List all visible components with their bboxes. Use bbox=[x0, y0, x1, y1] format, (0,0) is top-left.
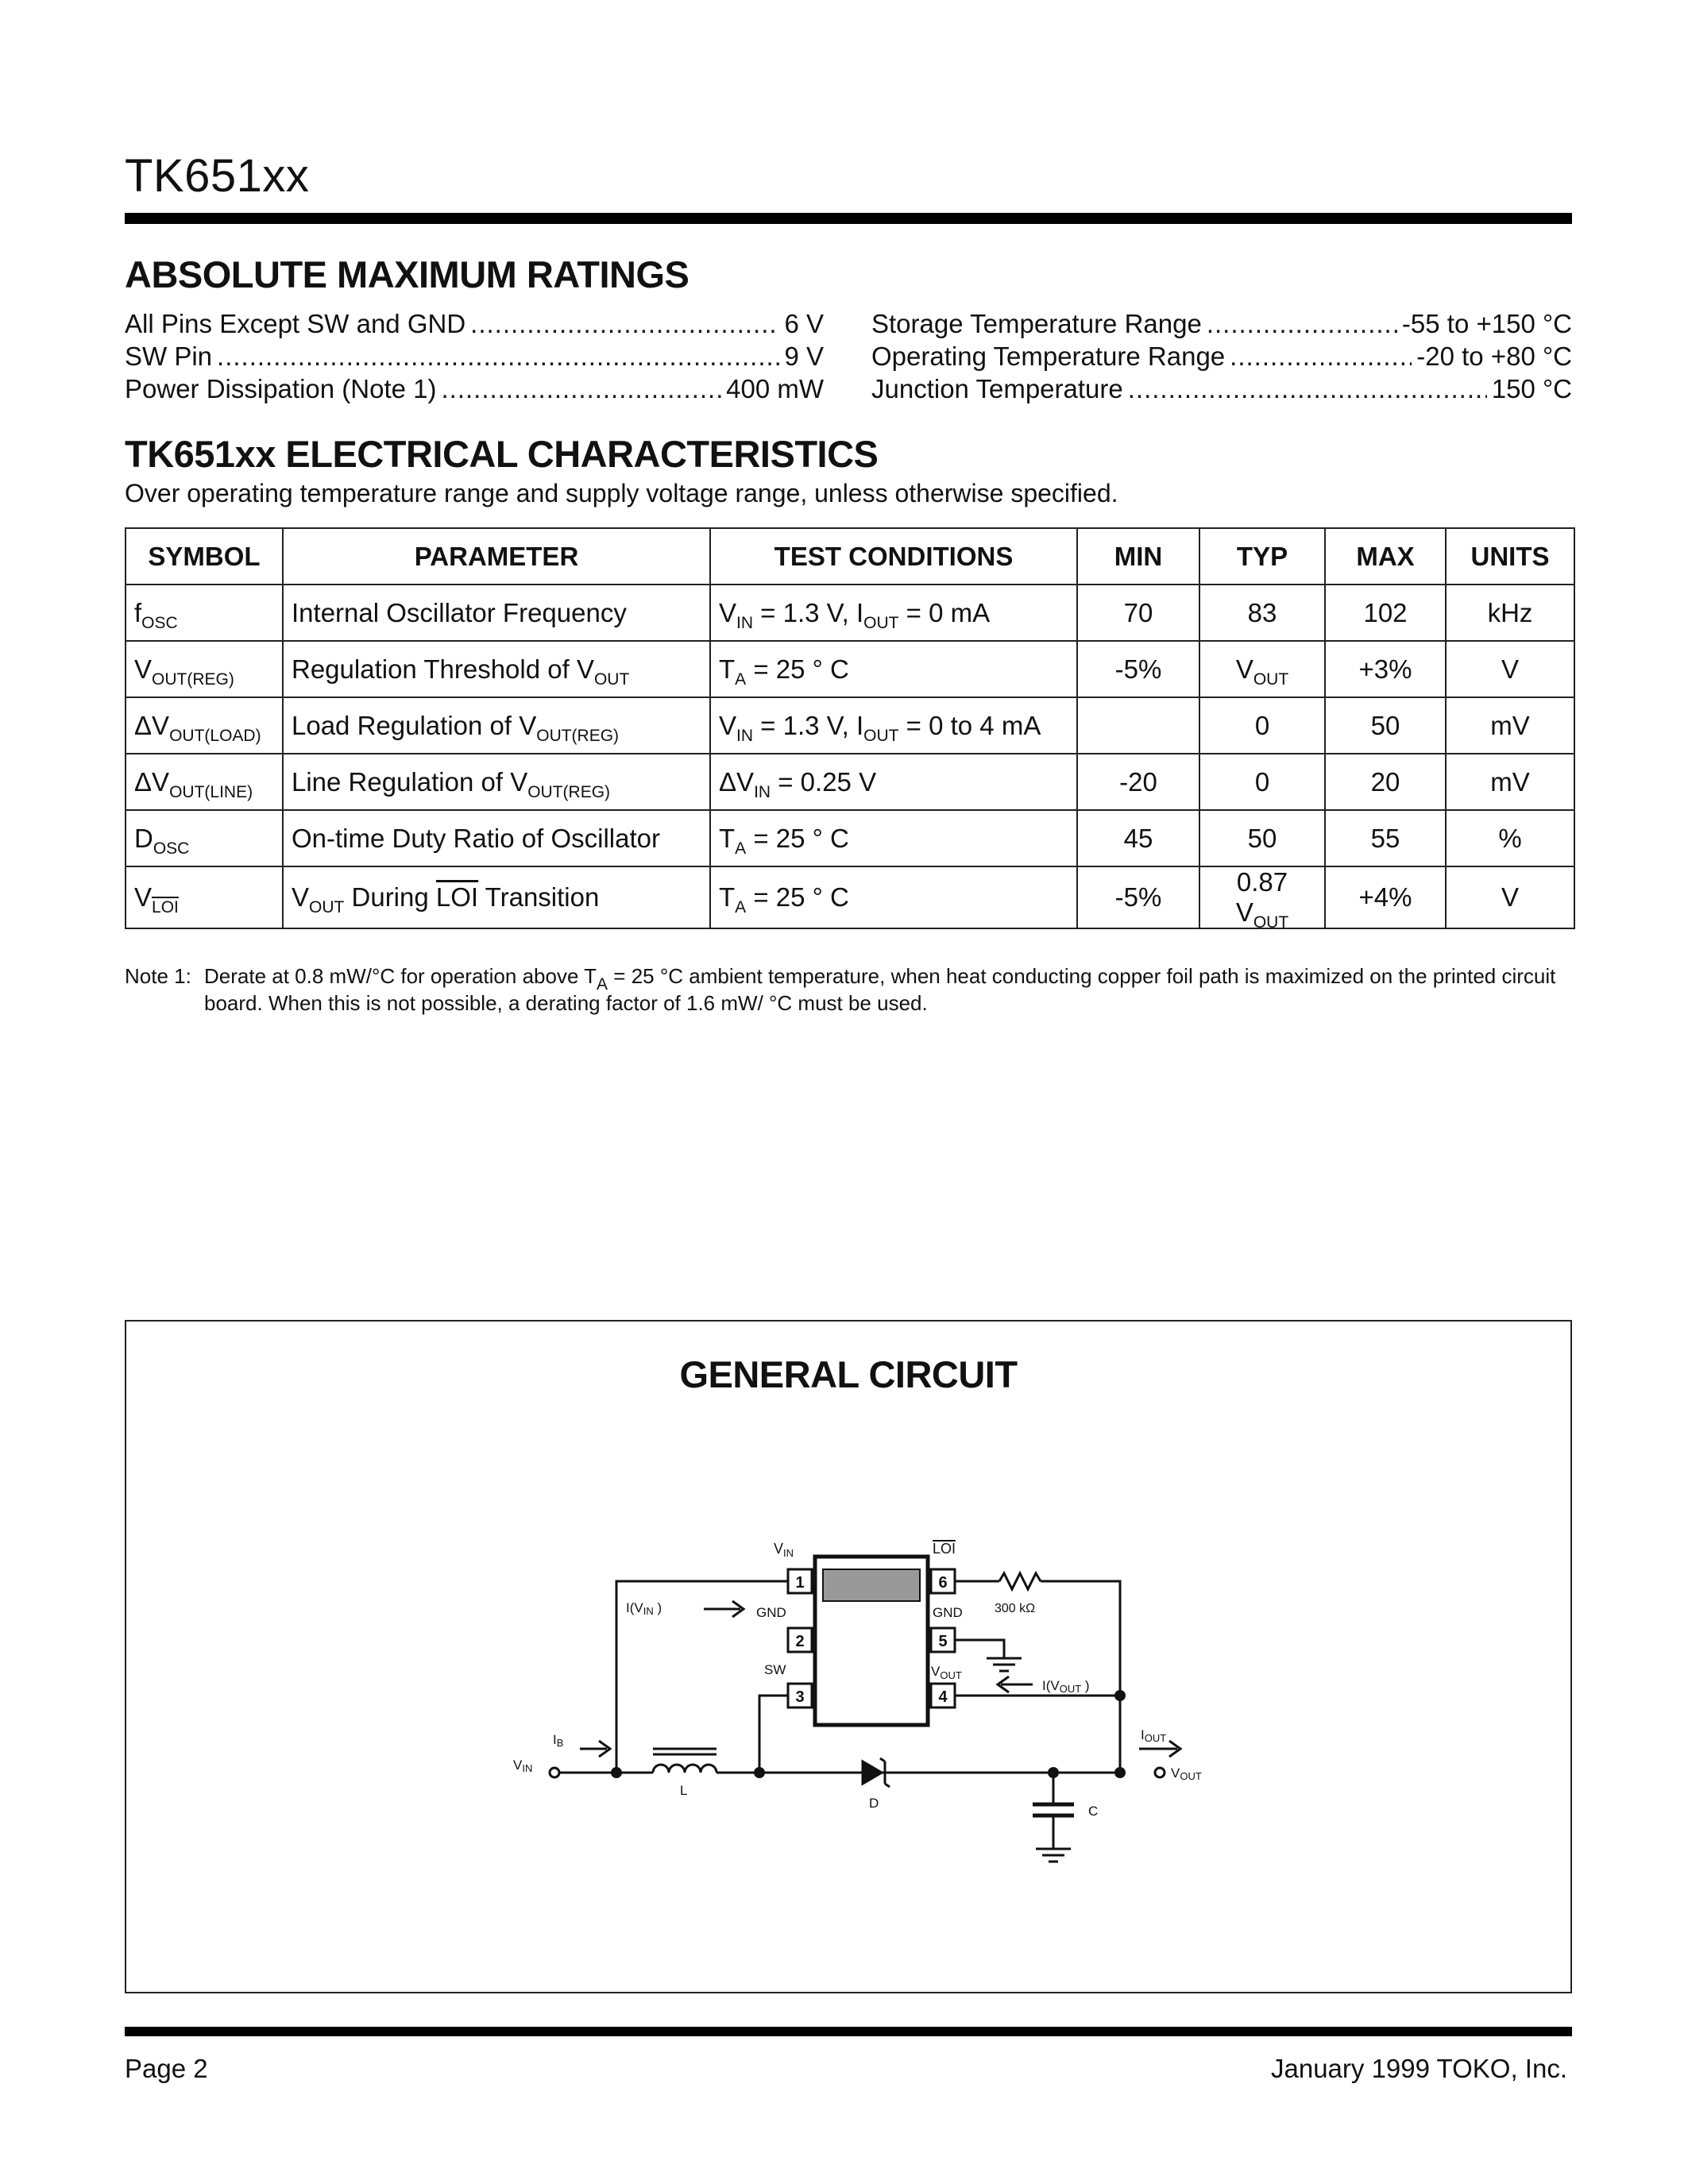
diode-symbol bbox=[863, 1761, 882, 1784]
output-terminal bbox=[1155, 1768, 1165, 1777]
parameter-cell: Internal Oscillator Frequency bbox=[283, 585, 710, 641]
label-vout-output: VOUT bbox=[1171, 1765, 1202, 1782]
label-capacitor: C bbox=[1088, 1804, 1099, 1819]
units-cell: % bbox=[1446, 810, 1574, 866]
rating-row bbox=[125, 374, 824, 404]
rating-row bbox=[125, 309, 824, 339]
electrical-subtitle: Over operating temperature range and supply voltage range, unless otherwise specified. bbox=[125, 479, 1118, 507]
max-cell: 55 bbox=[1325, 810, 1446, 866]
label-vout-right: $V_{OUT}$ bbox=[931, 1664, 962, 1681]
max-cell: +3% bbox=[1325, 641, 1446, 697]
page-number: Page 2 bbox=[125, 2054, 208, 2083]
symbol-cell: $f_{OSC}$ bbox=[126, 585, 283, 641]
rating-label: Operating Temperature Range bbox=[871, 341, 1226, 371]
min-cell: -20 bbox=[1077, 754, 1199, 810]
document-title: TK651xx bbox=[125, 150, 310, 202]
conditions-cell: $T_A = 25$ ° C bbox=[710, 641, 1077, 697]
min-cell bbox=[1077, 697, 1199, 754]
label-gnd-right: GND bbox=[933, 1605, 963, 1620]
typ-cell: 0.87 $V_{OUT}$ bbox=[1199, 866, 1325, 928]
rating-value: -55 to +150 °C bbox=[1401, 309, 1572, 338]
rating-label: SW Pin bbox=[125, 341, 213, 371]
pin-number: 5 bbox=[938, 1633, 948, 1650]
conditions-cell: $V_{IN} = 1.3$ V, $I_{OUT} = 0$ mA bbox=[710, 585, 1077, 641]
rating-row bbox=[871, 374, 1572, 404]
label-i-vin: I(VIN ) bbox=[626, 1600, 662, 1617]
typ-cell: 83 bbox=[1199, 585, 1325, 641]
typ-cell: 50 bbox=[1199, 810, 1325, 866]
pin-number: 6 bbox=[938, 1574, 948, 1592]
label-vin-top: $V_{IN}$ bbox=[774, 1541, 794, 1559]
rating-row bbox=[871, 341, 1572, 372]
column-header: PARAMETER bbox=[283, 528, 710, 585]
rating-value: 6 V bbox=[784, 309, 824, 338]
conditions-cell: $T_A = 25$ ° C bbox=[710, 866, 1077, 928]
units-cell: V bbox=[1446, 641, 1574, 697]
min-cell: -5% bbox=[1077, 866, 1199, 928]
note-label: Note 1: bbox=[125, 964, 191, 988]
parameter-cell: Line Regulation of $V_{OUT(REG)}$ bbox=[283, 754, 710, 810]
max-cell: +4% bbox=[1325, 866, 1446, 928]
column-header: MIN bbox=[1077, 528, 1199, 585]
column-header: UNITS bbox=[1446, 528, 1574, 585]
max-cell: 20 bbox=[1325, 754, 1446, 810]
column-header: TYP bbox=[1199, 528, 1325, 585]
circuit-diagram bbox=[477, 1533, 1239, 1898]
electrical-table bbox=[125, 527, 1575, 932]
label-sw-left: SW bbox=[764, 1662, 786, 1677]
label-resistor: 300 kΩ bbox=[995, 1602, 1036, 1615]
rating-label: Storage Temperature Range bbox=[871, 309, 1202, 338]
note-1 bbox=[125, 963, 1578, 1017]
rating-label: All Pins Except SW and GND bbox=[125, 309, 466, 338]
column-header: TEST CONDITIONS bbox=[710, 528, 1077, 585]
table-row bbox=[126, 641, 1574, 697]
rating-row bbox=[125, 341, 824, 372]
max-cell: 102 bbox=[1325, 585, 1446, 641]
parameter-cell: Load Regulation of $V_{OUT(REG)}$ bbox=[283, 697, 710, 754]
label-inductor: L bbox=[680, 1783, 688, 1798]
rating-label: Junction Temperature bbox=[871, 374, 1123, 403]
note-text: Derate at 0.8 mW/°C for operation above $T_A = 25$ °C ambient temperature, when heat conducting copper foil path is maximized on the printed circuit board. When this is not possible, a derating factor of 1.6 mW/ °C must be used. bbox=[204, 964, 1556, 1015]
symbol-cell: $D_{OSC}$ bbox=[126, 810, 283, 866]
symbol-cell: $V_{\overline{LOI}}$ bbox=[126, 866, 283, 928]
circuit-title: GENERAL CIRCUIT bbox=[679, 1353, 1018, 1395]
rating-row bbox=[871, 309, 1572, 339]
table-row bbox=[126, 697, 1574, 754]
parameter-cell: Regulation Threshold of $V_{OUT}$ bbox=[283, 641, 710, 697]
table-row bbox=[126, 866, 1574, 928]
typ-cell: 0 bbox=[1199, 697, 1325, 754]
rating-value: 150 °C bbox=[1491, 374, 1572, 403]
conditions-cell: $V_{IN} = 1.3$ V, $I_{OUT} = 0$ to 4 mA bbox=[710, 697, 1077, 754]
current-arrows bbox=[580, 1601, 1180, 1757]
min-cell: -5% bbox=[1077, 641, 1199, 697]
rating-value: -20 to +80 °C bbox=[1416, 341, 1572, 371]
units-cell: mV bbox=[1446, 754, 1574, 810]
label-loi-top: LOI bbox=[933, 1541, 956, 1557]
min-cell: 70 bbox=[1077, 585, 1199, 641]
max-cell: 50 bbox=[1325, 697, 1446, 754]
table-header-row bbox=[126, 528, 1574, 585]
label-vin-input: VIN bbox=[513, 1758, 533, 1774]
typ-cell: $V_{OUT}$ bbox=[1199, 641, 1325, 697]
column-header: SYMBOL bbox=[126, 528, 283, 585]
units-cell: V bbox=[1446, 866, 1574, 928]
conditions-cell: $T_A = 25$ ° C bbox=[710, 810, 1077, 866]
conditions-cell: $\Delta V_{IN} = 0.25$ V bbox=[710, 754, 1077, 810]
absolute-max-heading: ABSOLUTE MAXIMUM RATINGS bbox=[125, 253, 689, 295]
pin-number: 2 bbox=[795, 1633, 805, 1650]
ic-label-area bbox=[823, 1569, 920, 1601]
label-i-vout: I(VOUT ) bbox=[1042, 1678, 1090, 1695]
parameter-cell: $V_{OUT}$ During $\overline{LOI}$ Transition bbox=[283, 866, 710, 928]
symbol-cell: $V_{OUT(REG)}$ bbox=[126, 641, 283, 697]
label-iout: IOUT bbox=[1141, 1727, 1167, 1744]
table-row bbox=[126, 754, 1574, 810]
typ-cell: 0 bbox=[1199, 754, 1325, 810]
footer-rule bbox=[125, 2027, 1572, 2036]
header-rule bbox=[125, 213, 1572, 224]
footer-date: January 1999 TOKO, Inc. bbox=[1271, 2054, 1567, 2083]
electrical-heading: TK651xx ELECTRICAL CHARACTERISTICS bbox=[125, 433, 879, 475]
label-gnd-left: GND bbox=[756, 1605, 786, 1620]
input-terminal bbox=[550, 1768, 559, 1777]
rating-label: Power Dissipation (Note 1) bbox=[125, 374, 437, 403]
symbol-cell: $\Delta V_{OUT(LOAD)}$ bbox=[126, 697, 283, 754]
pin-number: 3 bbox=[795, 1688, 805, 1706]
pin-number: 1 bbox=[795, 1574, 805, 1592]
rating-value: 400 mW bbox=[726, 374, 824, 403]
label-ib: IB bbox=[553, 1732, 564, 1749]
label-diode: D bbox=[869, 1796, 879, 1811]
units-cell: kHz bbox=[1446, 585, 1574, 641]
column-header: MAX bbox=[1325, 528, 1446, 585]
table-row bbox=[126, 810, 1574, 866]
min-cell: 45 bbox=[1077, 810, 1199, 866]
symbol-cell: $\Delta V_{OUT(LINE)}$ bbox=[126, 754, 283, 810]
rating-value: 9 V bbox=[784, 341, 824, 371]
table-row bbox=[126, 585, 1574, 641]
pin-number: 4 bbox=[938, 1688, 948, 1706]
parameter-cell: On-time Duty Ratio of Oscillator bbox=[283, 810, 710, 866]
units-cell: mV bbox=[1446, 697, 1574, 754]
